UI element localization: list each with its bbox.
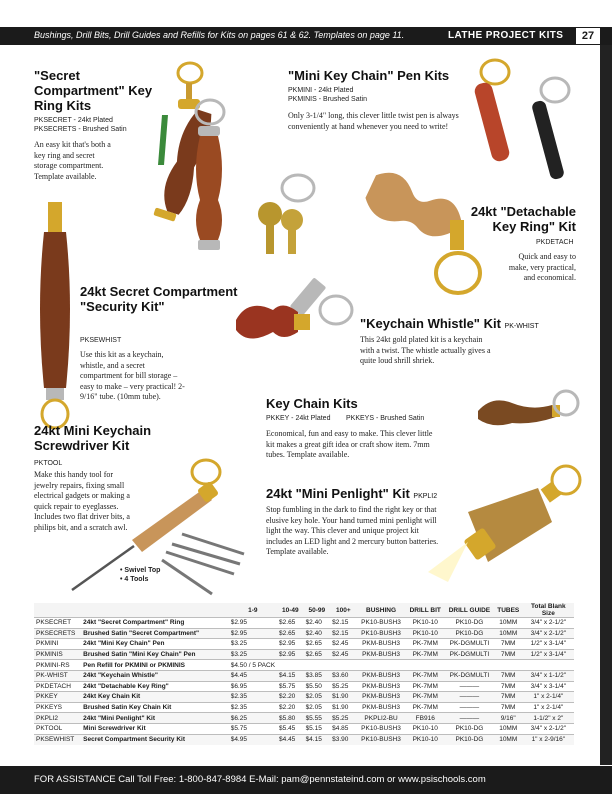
table-row xyxy=(34,649,574,660)
whistle-kit-title-text: "Keychain Whistle" Kit xyxy=(360,316,501,331)
table-cell: 24kt "Mini Penlight" Kit xyxy=(81,713,229,724)
table-cell: 10MM xyxy=(494,723,523,734)
table-cell: PKKEY xyxy=(34,692,81,703)
table-cell: PK-7MM xyxy=(405,649,445,660)
screwdriver-note-swivel: • Swivel Top xyxy=(120,567,161,574)
table-cell: $4.45 xyxy=(229,670,277,681)
table-cell: $5.50 xyxy=(304,681,331,692)
table-header-cell: DRILL GUIDE xyxy=(445,603,494,618)
table-cell: PKTOOL xyxy=(34,723,81,734)
table-cell: PK-7MM xyxy=(405,681,445,692)
table-cell: $5.55 xyxy=(304,713,331,724)
table-cell: 24kt Key Chain Kit xyxy=(81,692,229,703)
table-cell: $3.25 xyxy=(229,649,277,660)
detach-kit-title: 24kt "Detachable Key Ring" Kit xyxy=(470,204,576,234)
table-row xyxy=(34,660,574,671)
penlight-kit-sku: PKPLI2 xyxy=(413,493,438,500)
security-kit-description: Use this kit as a keychain, whistle, and a secret compartment for bill storage – easy to make – very practical! 2-9/16" tube. (10mm tube). xyxy=(80,350,185,401)
table-cell: $2.20 xyxy=(277,702,304,713)
screwdriver-kit-title: 24kt Mini Keychain Screwdriver Kit xyxy=(34,423,152,453)
table-cell: Secret Compartment Security Kit xyxy=(81,734,229,745)
table-row xyxy=(34,628,574,639)
table-cell: PKM-BUSH3 xyxy=(357,692,406,703)
table-header-cell: 1-9 xyxy=(229,603,277,618)
header-cross-reference: Bushings, Drill Bits, Drill Guides and Refills for Kits on pages 61 & 62. Templates on page 11. xyxy=(34,30,405,40)
table-header-cell xyxy=(81,603,229,618)
table-cell: $4.85 xyxy=(330,723,357,734)
table-cell: 10MM xyxy=(494,734,523,745)
table-cell: $6.25 xyxy=(229,713,277,724)
table-cell: $4.15 xyxy=(277,670,304,681)
table-cell: $5.45 xyxy=(277,723,304,734)
table-cell: 3/4" x 3-1/4" xyxy=(523,681,574,692)
table-cell: 3/4" x 1-1/2" xyxy=(523,670,574,681)
table-row xyxy=(34,670,574,681)
table-cell: 24kt "Secret Compartment" Ring xyxy=(81,618,229,629)
table-cell: $3.25 xyxy=(229,639,277,650)
table-cell: $2.65 xyxy=(277,628,304,639)
table-cell: $1.90 xyxy=(330,702,357,713)
screwdriver-kit-description: Make this handy tool for jewelry repairs, fixing small electrical gadgets or making a quick repair to eyeglasses. Includes two flat driver bits, a philips bit, and a scratch awl. xyxy=(34,470,130,532)
table-cell: $5.75 xyxy=(277,681,304,692)
table-header-cell xyxy=(34,603,81,618)
table-cell xyxy=(304,660,331,671)
table-cell: Brushed Satin "Mini Key Chain" Pen xyxy=(81,649,229,660)
secret-kit-sku-2: PKSECRETS - Brushed Satin xyxy=(34,126,127,133)
table-cell: PKSEWHIST xyxy=(34,734,81,745)
table-cell: 1/2" x 3-1/4" xyxy=(523,639,574,650)
table-cell: $2.45 xyxy=(330,639,357,650)
table-cell: PKKEYS xyxy=(34,702,81,713)
table-cell: 1-1/2" x 2" xyxy=(523,713,574,724)
screwdriver-kit-sku: PKTOOL xyxy=(34,460,63,467)
table-cell: 7MM xyxy=(494,681,523,692)
table-cell: PK-7MM xyxy=(405,692,445,703)
table-cell: $2.40 xyxy=(304,628,331,639)
key-chain-kit-image xyxy=(472,383,582,438)
table-cell: 3/4" x 2-1/2" xyxy=(523,618,574,629)
table-header-cell: 100+ xyxy=(330,603,357,618)
table-cell: $4.95 xyxy=(229,734,277,745)
minikey-kit-description: Only 3-1/4" long, this clever little twist pen is always conveniently at hand whenever you need to write! xyxy=(288,111,459,131)
table-cell: $4.50 / 5 PACK xyxy=(230,661,276,669)
table-header-cell: 10-49 xyxy=(277,603,304,618)
minikey-kit-sku-2: PKMINIS - Brushed Satin xyxy=(288,96,367,103)
table-cell xyxy=(330,660,357,671)
table-cell: PKPLI2-BU xyxy=(357,713,406,724)
screwdriver-kit-image xyxy=(62,450,252,600)
table-cell: ——— xyxy=(445,681,494,692)
page-header-bar xyxy=(0,27,612,45)
security-kit-title: 24kt Secret Compartment "Security Kit" xyxy=(80,284,238,314)
table-cell: PK10-10 xyxy=(405,734,445,745)
table-cell: PK10-10 xyxy=(405,618,445,629)
table-row xyxy=(34,681,574,692)
table-cell: ——— xyxy=(445,692,494,703)
table-cell: $2.05 xyxy=(304,702,331,713)
keychain-kit-sku-1: PKKEY - 24kt Plated xyxy=(266,415,331,422)
table-cell: $2.95 xyxy=(229,618,277,629)
keychain-whistle-image xyxy=(228,270,358,360)
table-cell: $4.15 xyxy=(304,734,331,745)
table-cell xyxy=(277,660,304,671)
whistle-kit-sku: PK-WHIST xyxy=(504,323,539,330)
keychain-kit-title: Key Chain Kits xyxy=(266,396,358,411)
table-cell: ——— xyxy=(445,713,494,724)
table-cell: 1/2" x 3-1/4" xyxy=(523,649,574,660)
table-cell: 10MM xyxy=(494,618,523,629)
table-cell: $5.25 xyxy=(330,713,357,724)
table-cell: $2.35 xyxy=(229,692,277,703)
table-row xyxy=(34,702,574,713)
table-cell: 1" x 2-1/4" xyxy=(523,702,574,713)
table-cell: ——— xyxy=(445,702,494,713)
table-cell: 3/4" x 2-1/2" xyxy=(523,723,574,734)
table-cell: PK-DGMULTI xyxy=(445,649,494,660)
table-body xyxy=(34,618,574,745)
table-cell: PKPLI2 xyxy=(34,713,81,724)
table-cell: $2.15 xyxy=(330,628,357,639)
table-cell: PKMINI-RS xyxy=(34,660,81,671)
table-cell: PK-DGMULTI xyxy=(445,639,494,650)
table-cell: 24kt "Keychain Whistle" xyxy=(81,670,229,681)
table-cell: PK10-BUSH3 xyxy=(357,628,406,639)
table-cell: PK10-DG xyxy=(445,628,494,639)
table-header-cell: DRILL BIT xyxy=(405,603,445,618)
table-cell: $2.15 xyxy=(330,618,357,629)
table-header-cell: BUSHING xyxy=(357,603,406,618)
penlight-kit-description: Stop fumbling in the dark to find the right key or that elusive key hole. Your hand turned mini penlight will light the way. This clever and unique project kit includes an LED light and 2 mercury button batteries. Template available. xyxy=(266,505,439,556)
table-cell xyxy=(494,660,523,671)
table-cell: PKM-BUSH3 xyxy=(357,681,406,692)
table-cell: $2.40 xyxy=(304,618,331,629)
table-cell: 10MM xyxy=(494,628,523,639)
section-title: LATHE PROJECT KITS xyxy=(448,30,564,41)
whistle-kit-description: This 24kt gold plated kit is a keychain with a twist. The whistle actually gives a quite loud shrill shriek. xyxy=(360,335,491,365)
table-cell: Pen Refill for PKMINI or PKMINIS xyxy=(81,660,229,671)
table-cell: $2.65 xyxy=(304,639,331,650)
secret-compartment-keyring-satin-image xyxy=(170,90,240,260)
table-cell: $5.75 xyxy=(229,723,277,734)
secret-kit-description: An easy kit that's both a key ring and secret storage compartment. Template available. xyxy=(34,140,111,181)
table-cell: PKM-BUSH3 xyxy=(357,639,406,650)
table-cell: 1" x 2-1/4" xyxy=(523,692,574,703)
table-cell: $1.90 xyxy=(330,692,357,703)
table-cell: $2.65 xyxy=(304,649,331,660)
table-cell: $3.90 xyxy=(330,734,357,745)
table-cell: $2.45 xyxy=(330,649,357,660)
page-footer-bar xyxy=(0,766,612,794)
table-header-cell: 50-99 xyxy=(304,603,331,618)
table-cell: PK-WHIST xyxy=(34,670,81,681)
keychain-kit-description: Economical, fun and easy to make. This clever little kit makes a great gift idea or craft show item. 7mm tubes. Template available. xyxy=(266,429,433,459)
table-cell: PKM-BUSH3 xyxy=(357,702,406,713)
table-cell: PK10-10 xyxy=(405,723,445,734)
table-cell: $5.80 xyxy=(277,713,304,724)
table-cell: $3.60 xyxy=(330,670,357,681)
table-cell: PKMINIS xyxy=(34,649,81,660)
table-cell: $2.95 xyxy=(229,628,277,639)
keychain-kit-sku-2: PKKEYS - Brushed Satin xyxy=(346,415,425,422)
table-cell: $2.65 xyxy=(277,618,304,629)
table-cell: 7MM xyxy=(494,639,523,650)
table-cell: PK10-BUSH3 xyxy=(357,723,406,734)
detach-kit-sku: PKDETACH xyxy=(536,239,574,246)
security-kit-sku: PKSEWHIST xyxy=(80,337,122,344)
table-cell: PKMINI xyxy=(34,639,81,650)
table-cell: FB916 xyxy=(405,713,445,724)
table-cell: $6.95 xyxy=(229,681,277,692)
table-cell: 24kt "Mini Key Chain" Pen xyxy=(81,639,229,650)
table-row xyxy=(34,723,574,734)
page-number: 27 xyxy=(575,27,601,45)
secret-kit-sku-1: PKSECRET - 24kt Plated xyxy=(34,117,113,124)
table-cell: PK10-BUSH3 xyxy=(357,618,406,629)
table-cell: PKSECRET xyxy=(34,618,81,629)
table-cell: PK-7MM xyxy=(405,670,445,681)
security-kit-image xyxy=(30,198,85,433)
minikey-kit-sku-1: PKMINI - 24kt Plated xyxy=(288,87,354,94)
whistle-kit-title xyxy=(360,316,539,331)
table-cell: PK-7MM xyxy=(405,702,445,713)
table-header-cell: TUBES xyxy=(494,603,523,618)
keys-image xyxy=(250,168,330,258)
table-row xyxy=(34,618,574,629)
table-cell: PK10-BUSH3 xyxy=(357,734,406,745)
table-cell: $2.95 xyxy=(277,649,304,660)
table-row xyxy=(34,692,574,703)
table-cell: $2.05 xyxy=(304,692,331,703)
table-cell: 7MM xyxy=(494,702,523,713)
table-cell: $4.45 xyxy=(277,734,304,745)
table-row xyxy=(34,734,574,745)
table-cell: PKM-BUSH3 xyxy=(357,649,406,660)
table-cell: 7MM xyxy=(494,649,523,660)
table-header-cell: Total Blank Size xyxy=(523,603,574,618)
table-cell xyxy=(357,660,406,671)
table-cell: PK10-DG xyxy=(445,723,494,734)
table-cell: 3/4" x 2-1/2" xyxy=(523,628,574,639)
footer-contact-text: FOR ASSISTANCE Call Toll Free: 1-800-847-8984 E-Mail: pam@pennstateind.com or www.psischools.com xyxy=(34,774,486,785)
table-cell: 7MM xyxy=(494,692,523,703)
pricing-table xyxy=(34,603,574,745)
table-cell: $5.15 xyxy=(304,723,331,734)
secret-kit-title: "Secret Compartment" Key Ring Kits xyxy=(34,68,153,113)
table-cell: Brushed Satin "Secret Compartment" xyxy=(81,628,229,639)
detach-kit-description: Quick and easy to make, very practical, and economical. xyxy=(508,252,576,282)
table-cell xyxy=(445,660,494,671)
right-edge-bar xyxy=(600,45,612,765)
table-cell: 7MM xyxy=(494,670,523,681)
table-cell: PKSECRETS xyxy=(34,628,81,639)
table-cell xyxy=(405,660,445,671)
screwdriver-note-tools: • 4 Tools xyxy=(120,576,149,583)
table-cell: PKDETACH xyxy=(34,681,81,692)
table-row xyxy=(34,713,574,724)
table-cell: $2.35 xyxy=(229,702,277,713)
table-cell: $2.20 xyxy=(277,692,304,703)
table-cell: PK10-10 xyxy=(405,628,445,639)
table-cell: PK-DGMULTI xyxy=(445,670,494,681)
table-cell: 24kt "Detachable Key Ring" xyxy=(81,681,229,692)
table-cell xyxy=(523,660,574,671)
table-cell: PKM-BUSH3 xyxy=(357,670,406,681)
table-cell: Mini Screwdriver Kit xyxy=(81,723,229,734)
table-cell: 9/16" xyxy=(494,713,523,724)
table-cell: PK10-DG xyxy=(445,734,494,745)
table-cell: 1" x 2-9/16" xyxy=(523,734,574,745)
penlight-kit-title xyxy=(266,486,437,501)
minikey-kit-title: "Mini Key Chain" Pen Kits xyxy=(288,68,450,83)
table-cell: PK-7MM xyxy=(405,639,445,650)
penlight-kit-title-text: 24kt "Mini Penlight" Kit xyxy=(266,486,410,501)
table-cell: $3.85 xyxy=(304,670,331,681)
table-cell: $5.25 xyxy=(330,681,357,692)
table-cell: $2.95 xyxy=(277,639,304,650)
table-cell: Brushed Satin Key Chain Kit xyxy=(81,702,229,713)
table-cell: PK10-DG xyxy=(445,618,494,629)
table-row xyxy=(34,639,574,650)
table-header-row xyxy=(34,603,574,618)
mini-penlight-image xyxy=(428,452,584,592)
